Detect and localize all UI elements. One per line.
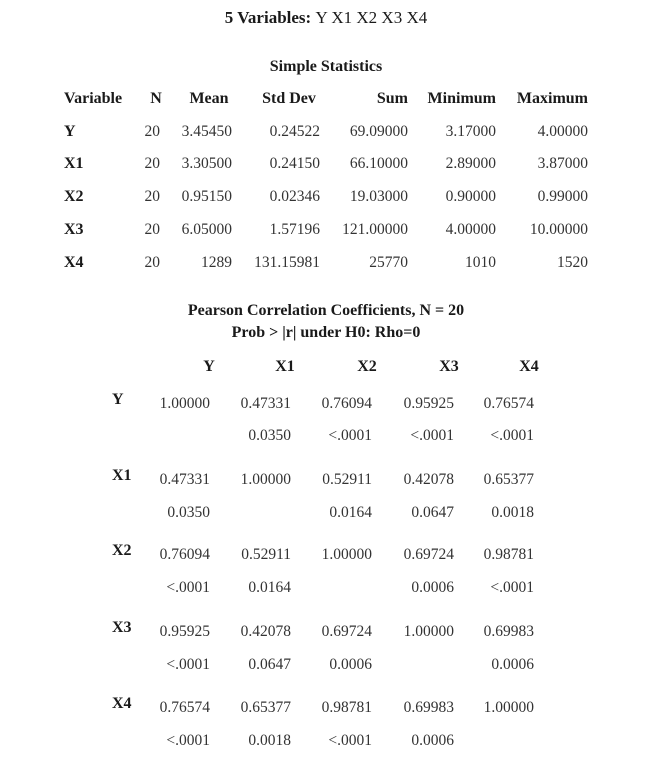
- stats-cell: 20: [144, 221, 160, 238]
- corr-p-value: 0.0006: [411, 579, 454, 596]
- corr-coefficient: 1.00000: [159, 395, 210, 412]
- corr-heading: Pearson Correlation Coefficients, N = 20: [187, 302, 465, 319]
- stats-cell: 1.57196: [269, 221, 320, 238]
- stats-cell: 0.95150: [181, 188, 232, 205]
- corr-p-value: 0.0018: [491, 504, 534, 521]
- corr-coefficient: 0.42078: [403, 471, 454, 488]
- corr-coefficient: 0.69724: [321, 623, 372, 640]
- corr-col-header: X1: [275, 358, 295, 375]
- corr-coefficient: 0.76094: [159, 546, 210, 563]
- stats-cell: 20: [144, 155, 160, 172]
- corr-coefficient: 1.00000: [240, 471, 291, 488]
- corr-coefficient: 0.76094: [321, 395, 372, 412]
- stats-cell: 3.17000: [445, 123, 496, 140]
- corr-p-value: 0.0647: [411, 504, 454, 521]
- corr-p-value: <.0001: [490, 427, 534, 444]
- stats-cell: 3.30500: [181, 155, 232, 172]
- corr-p-value: <.0001: [328, 427, 372, 444]
- corr-p-value: <.0001: [410, 427, 454, 444]
- stats-cell: 4.00000: [445, 221, 496, 238]
- stats-row-label: X2: [64, 188, 84, 205]
- corr-coefficient: 0.65377: [483, 471, 534, 488]
- stats-cell: 6.05000: [181, 221, 232, 238]
- stats-cell: 4.00000: [537, 123, 588, 140]
- corr-coefficient: 0.69983: [403, 699, 454, 716]
- corr-coefficient: 0.47331: [240, 395, 291, 412]
- corr-coefficient: 0.52911: [241, 546, 291, 563]
- stats-cell: 0.02346: [269, 188, 320, 205]
- stats-cell: 20: [144, 188, 160, 205]
- stats-col-header: Maximum: [516, 90, 588, 107]
- corr-p-value: 0.0006: [411, 732, 454, 749]
- corr-coefficient: 0.95925: [403, 395, 454, 412]
- corr-p-value: 0.0350: [248, 427, 291, 444]
- stats-cell: 121.00000: [342, 221, 408, 238]
- corr-coefficient: 0.69724: [403, 546, 454, 563]
- stats-col-header: Std Dev: [262, 90, 316, 107]
- corr-coefficient: 1.00000: [483, 699, 534, 716]
- stats-cell: 25770: [369, 254, 408, 271]
- corr-col-header: X2: [357, 358, 377, 375]
- corr-coefficient: 1.00000: [321, 546, 372, 563]
- stats-col-header: Minimum: [427, 90, 496, 107]
- corr-coefficient: 0.76574: [159, 699, 210, 716]
- corr-p-value: <.0001: [166, 656, 210, 673]
- corr-subheading: Prob > |r| under H0: Rho=0: [231, 324, 421, 341]
- corr-p-value: 0.0006: [329, 656, 372, 673]
- corr-col-header: X4: [519, 358, 539, 375]
- corr-p-value: 0.0164: [329, 504, 372, 521]
- corr-row-label: Y: [112, 391, 124, 408]
- corr-p-value: 0.0018: [248, 732, 291, 749]
- stats-cell: 0.90000: [445, 188, 496, 205]
- corr-row-label: X2: [112, 542, 132, 559]
- corr-coefficient: 0.98781: [483, 546, 534, 563]
- stats-cell: 19.03000: [349, 188, 408, 205]
- corr-row-label: X3: [112, 619, 132, 636]
- stats-cell: 69.09000: [349, 123, 408, 140]
- corr-coefficient: 0.52911: [322, 471, 372, 488]
- stats-row-label: X4: [64, 254, 84, 271]
- stats-cell: 0.24150: [269, 155, 320, 172]
- stats-cell: 1520: [557, 254, 588, 271]
- stats-cell: 66.10000: [349, 155, 408, 172]
- stats-cell: 20: [144, 254, 160, 271]
- corr-coefficient: 0.69983: [483, 623, 534, 640]
- title-variables: Y X1 X2 X3 X4: [315, 8, 428, 27]
- stats-row-label: X1: [64, 155, 84, 172]
- corr-p-value: <.0001: [166, 579, 210, 596]
- simple-stats-heading: Simple Statistics: [269, 58, 383, 75]
- stats-col-header: Sum: [376, 90, 408, 107]
- stats-col-header: Mean: [189, 90, 229, 107]
- corr-p-value: <.0001: [328, 732, 372, 749]
- corr-row-label: X1: [112, 467, 132, 484]
- stats-cell: 10.00000: [529, 221, 588, 238]
- stats-cell: 20: [144, 123, 160, 140]
- corr-coefficient: 1.00000: [403, 623, 454, 640]
- corr-p-value: <.0001: [490, 579, 534, 596]
- stats-cell: 0.99000: [537, 188, 588, 205]
- corr-coefficient: 0.98781: [321, 699, 372, 716]
- stats-row-label: X3: [64, 221, 84, 238]
- stats-cell: 0.24522: [269, 123, 320, 140]
- corr-p-value: 0.0164: [248, 579, 291, 596]
- stats-cell: 1010: [465, 254, 496, 271]
- corr-col-header: X3: [439, 358, 459, 375]
- stats-cell: 3.87000: [537, 155, 588, 172]
- stats-col-header: Variable: [64, 90, 123, 107]
- stats-row-label: Y: [64, 123, 76, 140]
- corr-p-value: 0.0350: [167, 504, 210, 521]
- stats-cell: 2.89000: [445, 155, 496, 172]
- corr-coefficient: 0.42078: [240, 623, 291, 640]
- corr-col-header: Y: [203, 358, 215, 375]
- corr-coefficient: 0.47331: [159, 471, 210, 488]
- corr-p-value: 0.0647: [248, 656, 291, 673]
- stats-cell: 3.45450: [181, 123, 232, 140]
- report-title: [225, 8, 427, 28]
- corr-coefficient: 0.76574: [483, 395, 534, 412]
- corr-coefficient: 0.95925: [159, 623, 210, 640]
- stats-cell: 1289: [201, 254, 232, 271]
- stats-cell: 131.15981: [254, 254, 320, 271]
- stats-col-header: N: [150, 90, 162, 107]
- corr-p-value: <.0001: [166, 732, 210, 749]
- title-label: 5 Variables:: [224, 8, 312, 27]
- corr-coefficient: 0.65377: [240, 699, 291, 716]
- corr-p-value: 0.0006: [491, 656, 534, 673]
- corr-row-label: X4: [112, 695, 132, 712]
